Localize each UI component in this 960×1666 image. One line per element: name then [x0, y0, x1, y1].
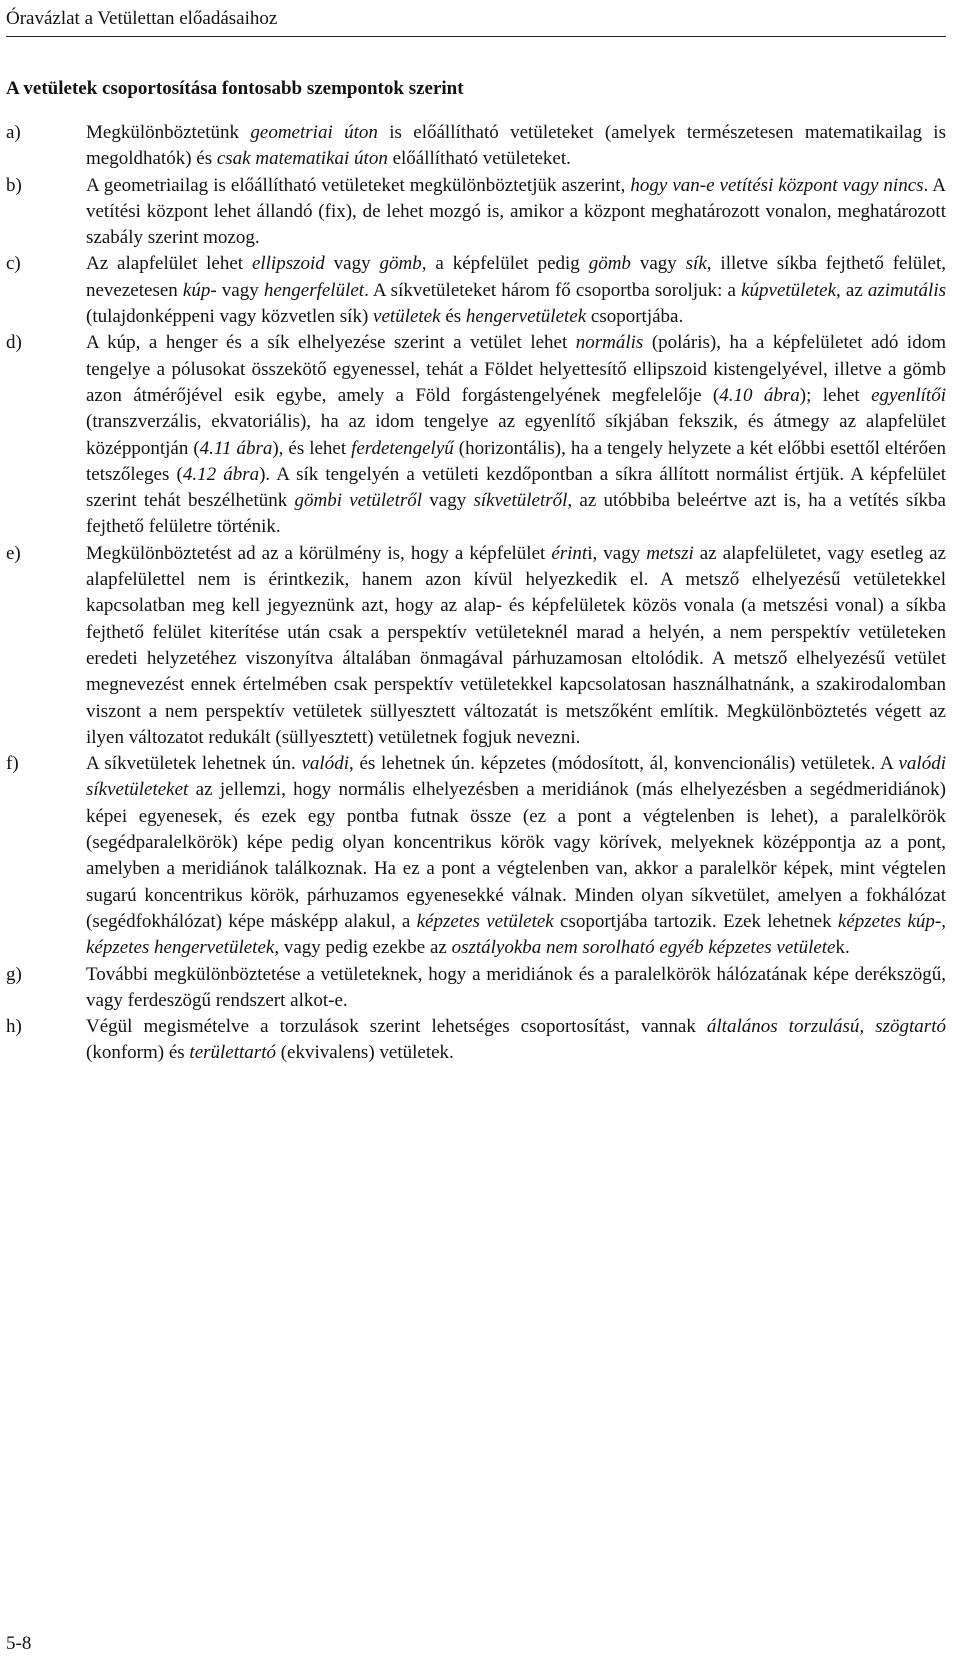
text-run: az alapfelületet, vagy esetleg az alapfelülettel nem is érintkezik, hanem azon kívül helyezkedik el. A metsző elhelyezésű vetületekkel kapcsolatban meg kell jegyeznünk azt, hogy az alap- és képfelületek közös vonala (a metszési vonal) a síkba fejthető felület kiterítése után csak a perspektív vetületeknél marad a helyén, a nem perspektív vetületeken eredeti helyzetéhez viszonyítva általában önmagával párhuzamosan eltolódik. A metsző elhelyezésű vetület megnevezést ennek értelmében csak perspektív vetületekkel kapcsolatosan használhatnánk, a szakirodalomban viszont a nem perspektív vetületek süllyesztett változatát is metszőként említik. Megkülönböztetés végett az ilyen változatot redukált (süllyesztett) vetületnek fogjuk nevezni. — [86, 542, 946, 748]
list-marker: d) — [6, 332, 22, 354]
text-run: (poláris), ha a képfelületet adó idom tengelye a pólusokat összekötő egyenessel, tehát a Földet helyettesítő ellipszoid kistengelyével, illetve a gömb azon átmérőjével esik egybe, amely a Föld forgástengelyének megfelelője ( — [86, 332, 946, 406]
italic-text: geometriai úton — [250, 122, 378, 143]
list-marker: e) — [6, 542, 21, 564]
text-run: vagy — [324, 253, 380, 275]
list-item-text — [86, 751, 946, 961]
text-run: , az utóbbiba beleértve azt is, ha a vetítés síkba fejthető felületre történik. — [86, 490, 946, 538]
italic-text: metszi — [646, 542, 694, 564]
text-run: A geometriailag is előállítható vetületeket megkülönböztetjük aszerint, — [86, 174, 631, 196]
text-run: ), és lehet — [272, 437, 352, 459]
text-run: (horizontális), ha a tengely helyzete a két előbbi esettől eltérően tetszőleges ( — [86, 437, 947, 485]
list-item-text — [86, 1014, 946, 1067]
italic-text: valódi síkvetületeket — [86, 753, 946, 801]
text-run: Megkülönböztetést ad az a körülmény is, hogy a képfelület — [86, 542, 552, 564]
text-run: Végül megismételve a torzulások szerint lehetséges csoportosítást, vannak — [86, 1016, 707, 1038]
list-item-text — [86, 120, 946, 173]
list-item-text — [86, 173, 946, 252]
italic-text: hengervetületek — [465, 306, 587, 328]
text-run: is előállítható vetületeket (amelyek természetesen matematikailag is megoldhatók) és — [86, 122, 946, 170]
classification-list — [6, 120, 946, 1067]
list-marker: c) — [6, 253, 21, 275]
italic-text: vetületek — [373, 306, 441, 328]
italic-text: hogy van-e vetítési központ vagy nincs — [630, 174, 924, 196]
italic-text: ferdetengelyű — [351, 437, 454, 459]
italic-text: gömb — [379, 253, 422, 275]
list-item — [6, 120, 946, 173]
list-marker: a) — [6, 122, 21, 143]
text-run: (konform) és — [86, 1042, 190, 1064]
italic-text: csak matematikai úton — [216, 148, 388, 170]
list-marker: g) — [6, 963, 22, 985]
text-run: . A vetítési központ lehet állandó (fix), de lehet mozgó is, amikor a központ meghatározott vonalon, meghatározott szabály szerint mozog. — [86, 174, 946, 249]
italic-text: képzetes hengervetületek — [86, 937, 275, 959]
list-item — [6, 751, 946, 961]
text-run: vagy — [630, 253, 686, 275]
list-item — [6, 962, 946, 1015]
page-number: 5-8 — [6, 1633, 32, 1654]
text-run: vagy — [216, 279, 264, 301]
italic-text: gömbi vetületről — [294, 490, 423, 512]
list-item — [6, 173, 946, 252]
italic-text: területtartó — [189, 1042, 276, 1064]
underlined-text: , — [941, 910, 946, 932]
text-run: ); lehet — [799, 384, 872, 406]
italic-text: képzetes kúp- — [837, 910, 942, 932]
list-item-text — [86, 541, 946, 751]
italic-text: normális — [575, 332, 644, 354]
text-run: és — [440, 306, 466, 328]
text-run: csoportjába tartozik. Ezek lehetnek — [553, 910, 838, 932]
text-run: vagy — [422, 490, 474, 512]
italic-text: képzetes vetületek — [416, 910, 554, 932]
list-item-text — [86, 330, 946, 540]
text-run: (ekvivalens) vetületek. — [275, 1042, 454, 1064]
running-header: Óravázlat a Vetülettan előadásaihoz — [6, 6, 946, 37]
italic-text: sík — [685, 253, 707, 275]
list-marker: f) — [6, 753, 19, 775]
text-run: , a képfelület pedig — [421, 253, 589, 275]
text-run: , és lehetnek ún. képzetes (módosított, ál, konvencionális) vetületek. A — [348, 753, 899, 775]
italic-text: ellipszoid — [251, 253, 325, 275]
list-item — [6, 330, 946, 540]
text-run: ). A sík tengelyén a vetületi kezdőpontban a síkra állított normálist értjük. A képfelület szerint tehát beszélhetünk — [86, 463, 946, 512]
italic-text: gömb — [588, 253, 631, 275]
text-run: előállítható vetületeket. — [387, 148, 571, 170]
text-run: , illetve síkba fejthető felület, nevezetesen — [86, 253, 946, 301]
list-marker: b) — [6, 174, 22, 196]
italic-text: 4.11 ábra — [199, 437, 273, 459]
italic-text: azimutális — [867, 279, 946, 301]
text-run: csoportjába. — [586, 306, 684, 328]
italic-text: egyenlítői — [871, 384, 946, 406]
list-item — [6, 251, 946, 330]
italic-text: valódi — [301, 753, 349, 775]
text-run: i, vagy — [587, 542, 647, 564]
text-run: , az — [836, 279, 868, 301]
text-run: k. — [835, 937, 850, 959]
italic-text: osztályokba nem sorolható egyéb képzetes vetülete — [451, 937, 836, 959]
italic-text: érint — [551, 542, 588, 564]
text-run: . A síkvetületeket három fő csoportba soroljuk: a — [364, 279, 742, 301]
text-run: Az alapfelület lehet — [86, 253, 252, 275]
list-marker: h) — [6, 1016, 22, 1038]
text-run: A kúp, a henger és a sík elhelyezése szerint a vetület lehet — [86, 332, 576, 354]
list-item — [6, 1014, 946, 1067]
text-run: A síkvetületek lehetnek ún. — [86, 753, 302, 775]
list-item-text — [86, 251, 946, 330]
italic-text: 4.10 ábra — [719, 384, 800, 406]
italic-text: hengerfelület — [263, 279, 365, 301]
text-run: , vagy pedig ezekbe az — [274, 937, 452, 959]
italic-text: síkvetületről — [473, 490, 568, 512]
section-title: A vetületek csoportosítása fontosabb szempontok szerint — [6, 78, 464, 99]
text-run: További megkülönböztetése a vetületeknek, hogy a meridiánok és a paralelkörök hálózatának képe derékszögű, vagy ferdeszögű rendszert alkot-e. — [86, 963, 946, 1011]
text-run: Megkülönböztetünk — [86, 122, 251, 143]
italic-text: általános torzulású, szögtartó — [706, 1016, 946, 1038]
text-run: az jellemzi, hogy normális elhelyezésben a meridiánok (más elhelyezésben a segédmeridiánok) képei egyenesek, és ezek egy pontba futnak össze (ez a pont a végtelenben is lehet), a paralelkörök (segédparalelkörök) képe pedig olyan koncentrikus körök vagy körívek, melyeknek középpontja az a pont, amelyben a meridiánok találkoznak. Ha ez a pont a végtelenben van, akkor a paralelkör képek, mint végtelen sugarú koncentrikus körök, párhuzamos egyenesekké válnak. Minden olyan síkvetület, amelyen a fokhálózat (segédfokhálózat) képe másképp alakul, a — [86, 779, 946, 932]
italic-text: 4.12 ábra — [182, 463, 260, 485]
text-run: (tulajdonképpeni vagy közvetlen sík) — [86, 306, 374, 328]
italic-text: kúpvetületek — [741, 279, 837, 301]
list-item-text — [86, 962, 946, 1015]
text-run: (transzverzális, ekvatoriális), ha az idom tengelye az egyenlítő síkjában fekszik, és átmegy az alapfelület középpontján ( — [86, 411, 946, 459]
list-item — [6, 541, 946, 751]
italic-text: kúp- — [182, 279, 217, 301]
